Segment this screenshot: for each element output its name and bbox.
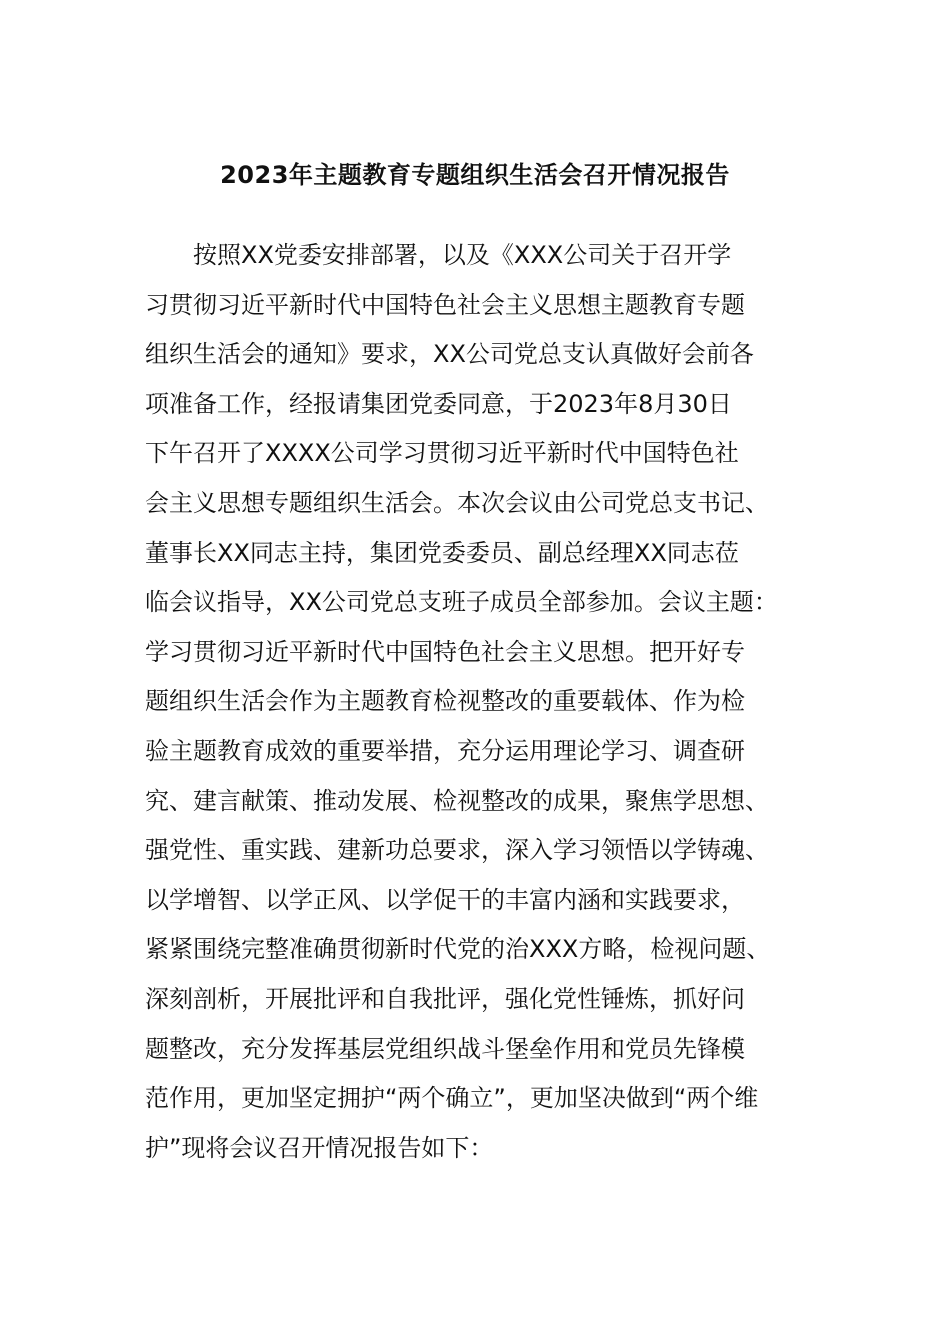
- paragraph-line: 临会议指导，XX公司党总支班子成员全部参加。会议主题：: [145, 588, 778, 617]
- paragraph-line: 验主题教育成效的重要举措，充分运用理论学习、调查研: [145, 736, 745, 765]
- paragraph-line: 习贯彻习近平新时代中国特色社会主义思想主题教育专题: [145, 290, 745, 319]
- paragraph-line: 以学增智、以学正风、以学促干的丰富内涵和实践要求，: [145, 885, 745, 914]
- paragraph-line: 题组织生活会作为主题教育检视整改的重要载体、作为检: [145, 687, 745, 716]
- paragraph-line: 组织生活会的通知》要求，XX公司党总支认真做好会前各: [145, 340, 754, 369]
- paragraph-line: 董事长XX同志主持，集团党委委员、副总经理XX同志莅: [145, 538, 739, 567]
- paragraph-line: 紧紧围绕完整准确贯彻新时代党的治XXX方略，检视问题、: [145, 935, 771, 964]
- paragraph-line: 范作用，更加坚定拥护“两个确立”，更加坚决做到“两个维: [145, 1084, 759, 1113]
- document-title: 2023年主题教育专题组织生活会召开情况报告: [220, 161, 730, 189]
- paragraph-line: 深刻剖析，开展批评和自我批评，强化党性锤炼，抓好问: [145, 984, 745, 1013]
- paragraph-line: 会主义思想专题组织生活会。本次会议由公司党总支书记、: [145, 488, 769, 517]
- paragraph-line: 项准备工作，经报请集团党委同意，于2023年8月30日: [145, 389, 732, 418]
- paragraph-line: 强党性、重实践、建新功总要求，深入学习领悟以学铸魂、: [145, 836, 769, 865]
- body-paragraph: [145, 231, 845, 1173]
- paragraph-line: 护”现将会议召开情况报告如下：: [145, 1133, 494, 1162]
- paragraph-line: 学习贯彻习近平新时代中国特色社会主义思想。把开好专: [145, 637, 745, 666]
- paragraph-line: 下午召开了XXXX公司学习贯彻习近平新时代中国特色社: [145, 439, 739, 468]
- paragraph-line: 按照XX党委安排部署，以及《XXX公司关于召开学: [193, 241, 732, 269]
- paragraph-line: 题整改，充分发挥基层党组织战斗堡垒作用和党员先锋模: [145, 1034, 745, 1063]
- paragraph-line: 究、建言献策、推动发展、检视整改的成果，聚焦学思想、: [145, 786, 769, 815]
